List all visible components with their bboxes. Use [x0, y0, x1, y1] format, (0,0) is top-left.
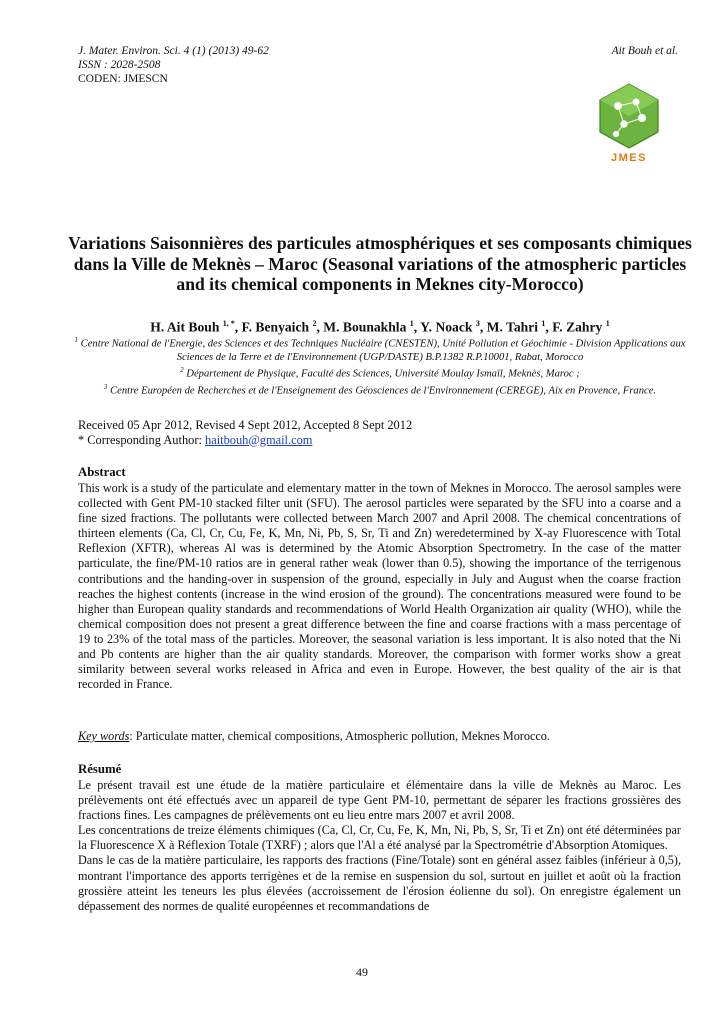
- affil-mark: 3: [103, 382, 108, 391]
- submission-info: [78, 418, 412, 447]
- author-name: , M. Bounakhla: [316, 319, 410, 335]
- abstract-heading: Abstract: [78, 465, 126, 479]
- journal-citation: J. Mater. Environ. Sci. 4 (1) (2013) 49-62: [78, 45, 269, 57]
- affil-text: Centre Européen de Recherches et de l'Enseignement des Géosciences de l'Environnement (CEREGE), Aix en Provence, France.: [107, 385, 657, 397]
- issn: ISSN : 2028-2508: [78, 59, 161, 71]
- author-affil-mark: 1: [409, 319, 414, 328]
- affiliation: [72, 364, 688, 381]
- paper-title: Variations Saisonnières des particules atmosphériques et ses composants chimiques dans la Ville de Meknès – Maroc (Seasonal variations of the atmospheric particles and its chemical components in Meknes city-Morocco): [68, 233, 692, 294]
- corresponding-label: * Corresponding Author:: [78, 432, 205, 447]
- corresponding-email-link[interactable]: haitbouh@gmail.com: [205, 432, 313, 447]
- affil-text: Centre National de l'Energie, des Sciences et des Techniques Nucléaire (CNESTEN), Unité Pollution et Géochimie - Division Applications aux Sciences de la Terre et de l'Environnement (UGP/DASTE) B.P.1382 R.P.10001, Rabat, Morocco: [78, 338, 686, 363]
- author-name: , F. Zahry: [545, 319, 606, 335]
- resume-paragraph: Dans le cas de la matière particulaire, les rapports des fractions (Fine/Totale) sont en général assez faibles (inférieur à 0,5), montrant l'importance des apports terrigènes et de la remise en suspension du sol, surtout en juillet et août où la fraction grossière atteint les teneurs les plus élevées (accroissement de l'érosion éolienne du sol). On enregistre également un dépassement des normes de qualité européennes et recommandations de: [78, 853, 681, 913]
- running-author: Ait Bouh et al.: [611, 45, 678, 57]
- abstract-body: [78, 481, 681, 692]
- affiliation: [72, 381, 688, 398]
- affiliation: [72, 334, 688, 364]
- author-name: , M. Tahri: [479, 319, 542, 335]
- affil-text: Département de Physique, Faculté des Sciences, Université Moulay Ismaïl, Meknès, Maroc ;: [183, 368, 580, 380]
- author-name: H. Ait Bouh: [150, 319, 223, 335]
- author-affil-mark: 3: [475, 319, 480, 328]
- author-affil-mark: 1: [605, 319, 610, 328]
- author-list: [60, 316, 700, 336]
- resume-body: [78, 778, 681, 914]
- keywords: [78, 729, 681, 744]
- author-name: , F. Benyaich: [234, 319, 313, 335]
- logo-text: JMES: [611, 152, 647, 164]
- author-affil-mark: 1, *: [222, 319, 235, 328]
- author-affil-mark: 2: [312, 319, 317, 328]
- corresponding-author: [78, 433, 412, 448]
- resume-paragraph: Les concentrations de treize éléments chimiques (Ca, Cl, Cr, Cu, Fe, K, Mn, Ni, Pb, S, Sr, Ti et Zn) ont été déterminées par la Fluorescence X à Réflexion Totale (TXRF) ; alors que l'Al a été analysé par la Spectrométrie d'Absorption Atomiques.: [78, 823, 681, 853]
- affiliations: [72, 334, 688, 397]
- affil-mark: 1: [74, 336, 78, 344]
- coden: CODEN: JMESCN: [78, 73, 168, 85]
- resume-heading: Résumé: [78, 762, 122, 776]
- journal-header: [78, 44, 269, 86]
- author-affil-mark: 1: [541, 319, 546, 328]
- received-dates: Received 05 Apr 2012, Revised 4 Sept 2012, Accepted 8 Sept 2012: [78, 418, 413, 432]
- page-number: 49: [356, 965, 368, 979]
- abstract-text: This work is a study of the particulate and elementary matter in the town of Meknes in Morocco. The aerosol samples were collected with Gent PM-10 stacked filter unit (SFU). The aerosol particles were separated by the SFU into a coarse and a fine sized fractions. The pollutants were collected between March 2007 and April 2008. The chemical concentrations of thirteen elements (Ca, Cl, Cr, Cu, Fe, K, Mn, Ni, Pb, S, Sr, Ti and Zn) weredetermined by X-ay Fluorescence with Total Reflexion (XFTR), whereas Al was is determined by the Atomic Absorption Spectrometry. In the case of the matter particulate, the fine/PM-10 ratios are in general rather weak (lower than 0.5), showing the importance of the terrigenous contributions and the handing-over in suspension of the ground, especially in July and August when the coarse fraction reaches the highest contents (increase in the wind erosion of the ground). The concentrations measured were found to be higher than European quality standards and recommendations of World Health Organization air quality (WHO), while the chemical composition does not present a great difference between the fine and coarse fractions with a mass percentage of 19 to 23% of the total mass of the particles. Moreover, the seasonal variation is less important. It is also noted that the Ni and Pb contents are higher than the air quality standards. Moreover, the comparison with former works show a great similarity between several works released in Africa and even in Europe. However, the best quality of the air is that recorded in France.: [78, 481, 681, 692]
- keywords-text: : Particulate matter, chemical compositions, Atmospheric pollution, Meknes Morocco.: [129, 729, 550, 743]
- author-name: , Y. Noack: [413, 319, 476, 335]
- jmes-logo: [596, 82, 662, 164]
- affil-mark: 2: [180, 365, 184, 374]
- resume-paragraph: Le présent travail est une étude de la matière particulaire et élémentaire dans la ville de Meknès au Maroc. Les prélèvements ont été effectués avec un appareil de type Gent PM-10, permettant de séparer les fractions grossières des fractions fines. Les campagnes de prélèvements ont eu lieu entre mars 2007 et avril 2008.: [78, 778, 681, 823]
- keywords-label: Key words: [78, 729, 130, 743]
